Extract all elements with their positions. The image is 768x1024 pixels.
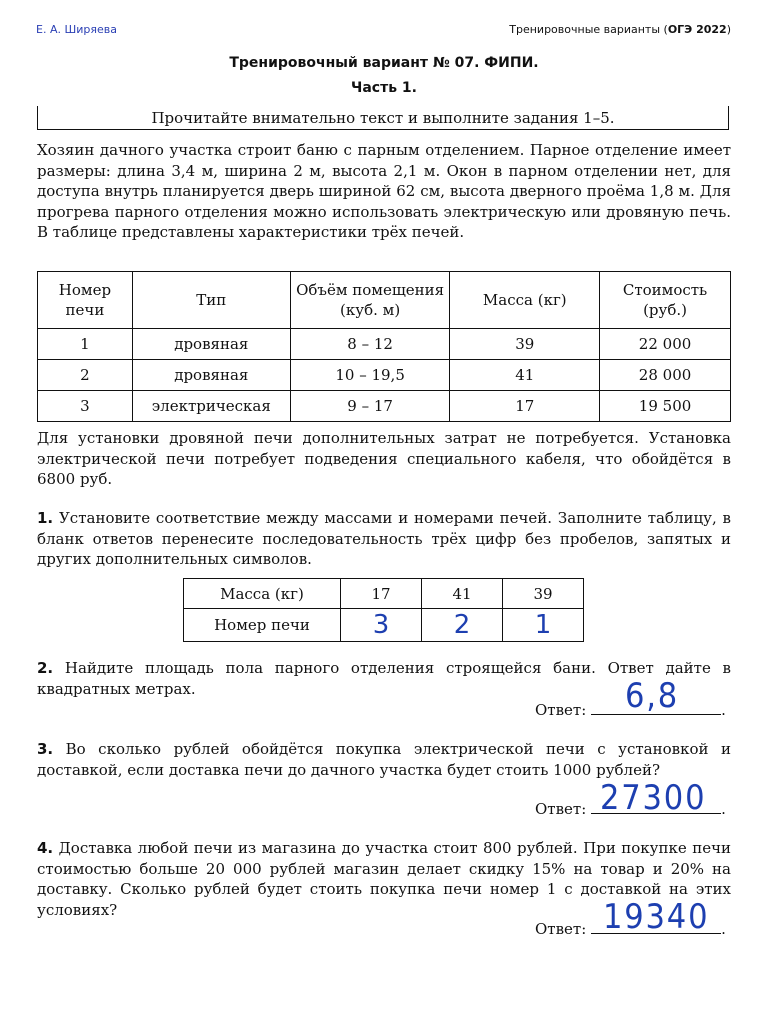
- stoves-table-header: [38, 272, 731, 329]
- intro-paragraph: Хозяин дачного участка строит баню с парным отделением. Парное отделение имеет размеры: длина 3,4 м, ширина 2 м, высота 2,1 м. Окон в парном отделении нет, для доступа внутрь планируется дверь шириной 62 см, высота дверного проёма 1,8 м. Для прогрева парного отделения можно использовать электрическую или дровяную печь. В таблице представлены характеристики трёх печей.: [37, 141, 731, 241]
- task4-handwritten-answer[interactable]: 19340: [603, 897, 710, 937]
- task3-text: [37, 739, 731, 780]
- header-variant-label: [509, 23, 731, 36]
- header-cell: Объём помещения (куб. м): [290, 272, 450, 329]
- header-exam: ОГЭ 2022: [667, 23, 727, 36]
- table-cell: 10 – 19,5: [290, 360, 450, 391]
- header-cell: Стоимость (руб.): [600, 272, 731, 329]
- author-name: Е. А. Ширяева: [36, 23, 117, 36]
- table-cell: 1: [38, 329, 133, 360]
- task1-table: [183, 578, 584, 642]
- task1-body: Установите соответствие между массами и номерами печей. Заполните таблицу, в бланк ответов перенесите последовательность трёх цифр без пробелов, запятых и других дополнительных символов.: [37, 509, 731, 568]
- handwritten-answer-cell[interactable]: 3: [341, 609, 422, 642]
- task3-answer-line: Ответ: .: [535, 800, 726, 818]
- table-cell: 9 – 17: [290, 391, 450, 422]
- task4-answer-line: Ответ: .: [535, 920, 726, 938]
- task2-answer-line: Ответ: .: [535, 701, 726, 719]
- handwritten-answer-cell[interactable]: 1: [503, 609, 584, 642]
- handwritten-answer-cell[interactable]: 2: [422, 609, 503, 642]
- task1-number: 1.: [37, 509, 54, 527]
- task2-number: 2.: [37, 659, 54, 677]
- table-row: [38, 360, 731, 391]
- table-row: [38, 329, 731, 360]
- mass-cell: 39: [503, 579, 584, 609]
- answer-label: Ответ:: [535, 701, 587, 719]
- table-cell: дровяная: [132, 360, 290, 391]
- row-label-stove-number: Номер печи: [184, 609, 341, 642]
- header-suffix: ): [726, 23, 731, 36]
- task3-number: 3.: [37, 740, 54, 758]
- page-title: Тренировочный вариант № 07. ФИПИ.: [229, 55, 539, 71]
- task3-handwritten-answer[interactable]: 27300: [600, 778, 707, 818]
- table-cell: 17: [450, 391, 600, 422]
- stoves-table: [37, 271, 731, 422]
- task4-number: 4.: [37, 839, 54, 857]
- header-cell: Масса (кг): [450, 272, 600, 329]
- table-cell: 19 500: [600, 391, 731, 422]
- page-subtitle: Часть 1.: [351, 80, 417, 96]
- table-row: [184, 579, 584, 609]
- table-cell: 8 – 12: [290, 329, 450, 360]
- task3-body: Во сколько рублей обойдётся покупка электрической печи с установкой и доставкой, если доставка печи до дачного участка будет стоить 1000 рублей?: [37, 740, 731, 779]
- task2-body: Найдите площадь пола парного отделения строящейся бани. Ответ дайте в квадратных метрах.: [37, 659, 731, 698]
- task1-text: [37, 508, 731, 570]
- task4-body: Доставка любой печи из магазина до участка стоит 800 рублей. При покупке печи стоимостью больше 20 000 рублей магазин делает скидку 15% на товар и 20% на доставку. Сколько рублей будет стоить покупка печи номер 1 с доставкой на этих условиях?: [37, 839, 731, 919]
- task2-handwritten-answer[interactable]: 6,8: [625, 676, 680, 716]
- header-prefix: Тренировочные варианты (: [509, 23, 668, 36]
- table-cell: электрическая: [132, 391, 290, 422]
- instruction-box: Прочитайте внимательно текст и выполните задания 1–5.: [37, 106, 729, 130]
- table-cell: 41: [450, 360, 600, 391]
- header-cell: Тип: [132, 272, 290, 329]
- table-row: [184, 609, 584, 642]
- table-cell: 22 000: [600, 329, 731, 360]
- table-cell: 3: [38, 391, 133, 422]
- header-cell: Номер печи: [38, 272, 133, 329]
- after-table-paragraph: Для установки дровяной печи дополнительных затрат не потребуется. Установка электрической печи потребует подведения специального кабеля, что обойдётся в 6800 руб.: [37, 429, 731, 488]
- row-label-mass: Масса (кг): [184, 579, 341, 609]
- table-cell: дровяная: [132, 329, 290, 360]
- table-cell: 2: [38, 360, 133, 391]
- table-row: [38, 391, 731, 422]
- table-cell: 39: [450, 329, 600, 360]
- answer-label: Ответ:: [535, 920, 587, 938]
- table-cell: 28 000: [600, 360, 731, 391]
- mass-cell: 41: [422, 579, 503, 609]
- mass-cell: 17: [341, 579, 422, 609]
- answer-label: Ответ:: [535, 800, 587, 818]
